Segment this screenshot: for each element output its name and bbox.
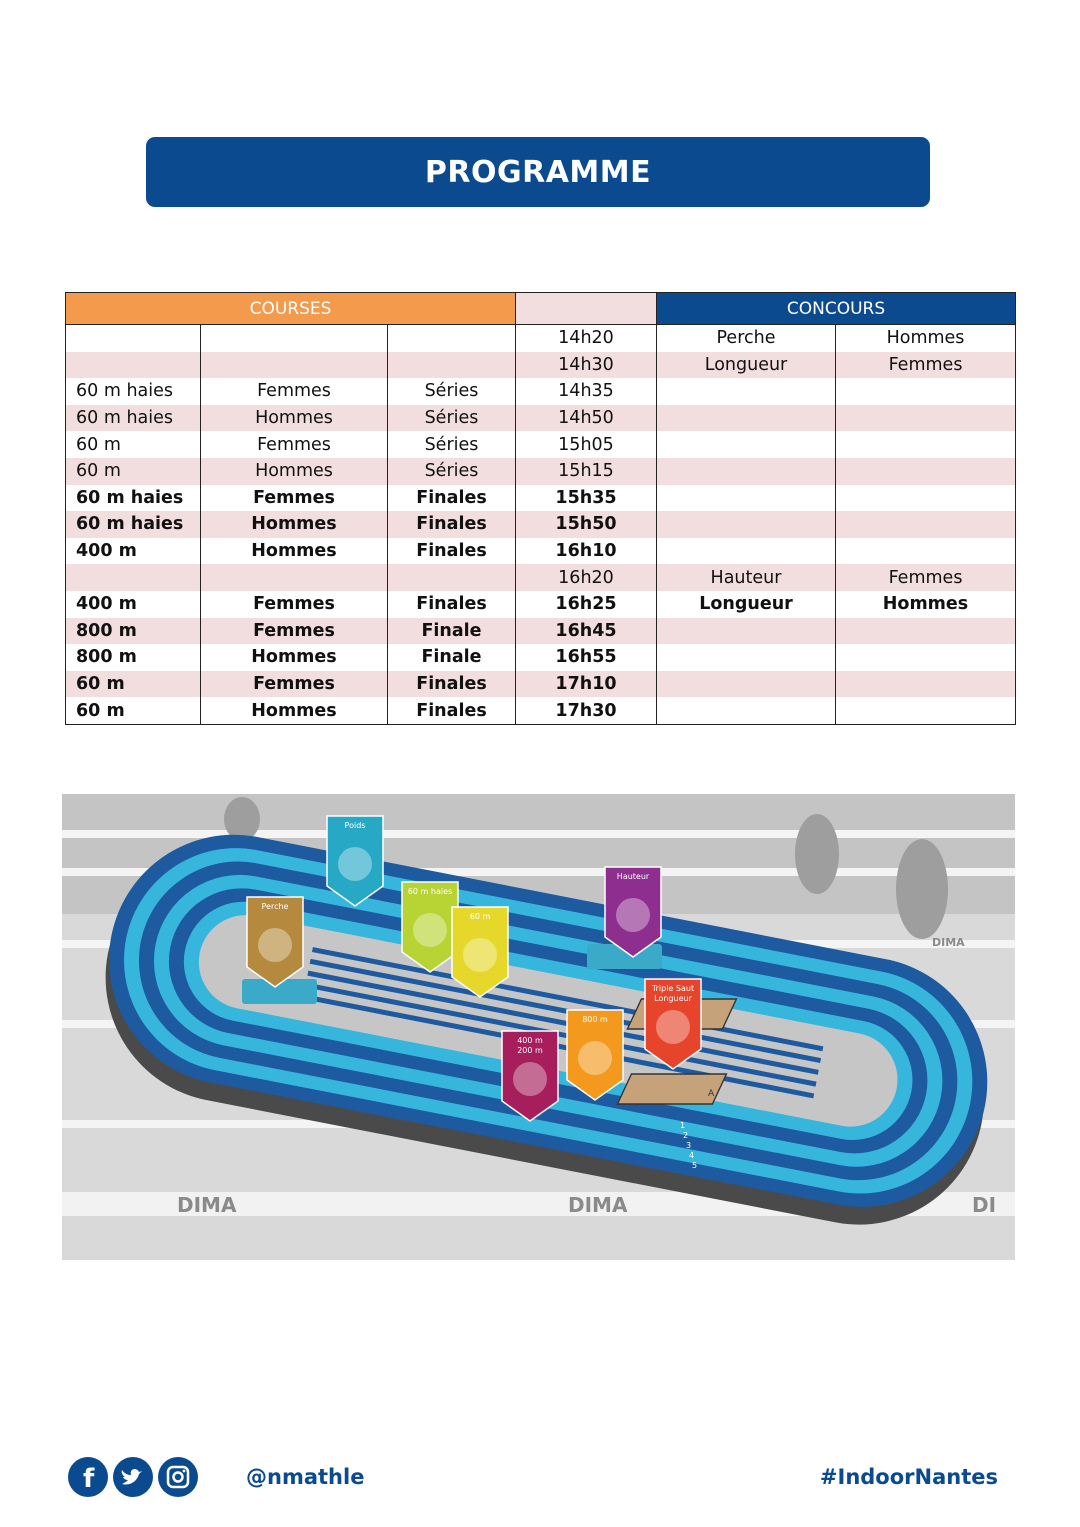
footer xyxy=(0,1455,1080,1505)
concours-header: CONCOURS xyxy=(657,293,1016,325)
row-category: Femmes xyxy=(201,671,388,698)
table-row xyxy=(66,671,1016,698)
twitter-icon[interactable] xyxy=(113,1457,153,1497)
row-category: Hommes xyxy=(201,458,388,485)
row-event: 400 m xyxy=(66,538,201,565)
row-event: 800 m xyxy=(66,644,201,671)
banner-label: 60 m xyxy=(469,912,491,921)
dima-text-2: DIMA xyxy=(568,1193,628,1217)
row-event: 60 m xyxy=(66,697,201,724)
lane-number: 3 xyxy=(686,1141,692,1150)
row-concours-event xyxy=(657,458,836,485)
social-handle[interactable]: @nmathle xyxy=(246,1465,365,1489)
row-event: 60 m haies xyxy=(66,378,201,405)
table-header-row xyxy=(66,293,1016,325)
hashtag[interactable]: #IndoorNantes xyxy=(819,1465,998,1489)
dima-text-1: DIMA xyxy=(177,1193,237,1217)
banner-label: 400 m xyxy=(517,1036,543,1045)
athlete-icon xyxy=(656,1010,690,1044)
row-concours-event xyxy=(657,485,836,512)
table-row xyxy=(66,458,1016,485)
row-category: Femmes xyxy=(201,485,388,512)
row-category: Femmes xyxy=(201,618,388,645)
athlete-icon xyxy=(258,928,292,962)
table-row xyxy=(66,511,1016,538)
row-time: 14h35 xyxy=(516,378,657,405)
event-banner xyxy=(605,867,661,957)
row-concours-category xyxy=(836,431,1016,458)
table-row xyxy=(66,405,1016,432)
row-round: Finales xyxy=(388,671,516,698)
event-banner xyxy=(327,816,383,906)
row-concours-category: Femmes xyxy=(836,352,1016,379)
banner-label-2: 200 m xyxy=(517,1046,543,1055)
banner-label-2: Longueur xyxy=(654,994,692,1003)
row-category: Femmes xyxy=(201,431,388,458)
banner-label: Perche xyxy=(261,902,289,911)
row-time: 15h15 xyxy=(516,458,657,485)
banner-label: Triple Saut xyxy=(651,984,695,993)
row-category xyxy=(201,325,388,352)
row-time: 17h10 xyxy=(516,671,657,698)
row-round xyxy=(388,564,516,591)
row-event: 60 m xyxy=(66,458,201,485)
page-title-text: PROGRAMME xyxy=(424,154,652,190)
row-concours-category xyxy=(836,378,1016,405)
row-time: 15h50 xyxy=(516,511,657,538)
event-banner xyxy=(247,897,303,987)
row-time: 14h20 xyxy=(516,325,657,352)
row-category: Hommes xyxy=(201,405,388,432)
row-time: 16h20 xyxy=(516,564,657,591)
row-time: 16h25 xyxy=(516,591,657,618)
time-header xyxy=(516,293,657,325)
row-round: Séries xyxy=(388,458,516,485)
table-row xyxy=(66,697,1016,724)
row-concours-category: Femmes xyxy=(836,564,1016,591)
row-concours-category xyxy=(836,618,1016,645)
row-concours-category xyxy=(836,671,1016,698)
row-time: 16h55 xyxy=(516,644,657,671)
table-row xyxy=(66,538,1016,565)
row-round: Séries xyxy=(388,378,516,405)
row-concours-category xyxy=(836,511,1016,538)
table-row xyxy=(66,378,1016,405)
banner-label: Hauteur xyxy=(616,872,650,881)
row-round: Séries xyxy=(388,405,516,432)
table-row xyxy=(66,431,1016,458)
row-event xyxy=(66,325,201,352)
row-round: Finales xyxy=(388,538,516,565)
banner-label: 800 m xyxy=(582,1015,608,1024)
row-event: 400 m xyxy=(66,591,201,618)
row-round: Finales xyxy=(388,511,516,538)
facebook-icon[interactable] xyxy=(68,1457,108,1497)
row-concours-category: Hommes xyxy=(836,325,1016,352)
row-concours-category xyxy=(836,538,1016,565)
table-row xyxy=(66,352,1016,379)
row-concours-event: Longueur xyxy=(657,591,836,618)
row-round: Séries xyxy=(388,431,516,458)
instagram-icon[interactable] xyxy=(158,1457,198,1497)
table-row xyxy=(66,564,1016,591)
row-concours-event xyxy=(657,405,836,432)
row-category xyxy=(201,352,388,379)
table-row xyxy=(66,618,1016,645)
event-banner xyxy=(452,907,508,997)
row-category: Hommes xyxy=(201,538,388,565)
row-round: Finales xyxy=(388,697,516,724)
row-category: Femmes xyxy=(201,378,388,405)
row-round: Finales xyxy=(388,485,516,512)
dima-text-3: DI xyxy=(972,1193,997,1217)
athlete-icon xyxy=(338,847,372,881)
row-event xyxy=(66,352,201,379)
row-category: Hommes xyxy=(201,644,388,671)
row-event: 60 m haies xyxy=(66,485,201,512)
banner-label: Poids xyxy=(344,821,366,830)
row-concours-event xyxy=(657,378,836,405)
row-time: 16h10 xyxy=(516,538,657,565)
row-concours-event: Hauteur xyxy=(657,564,836,591)
row-category: Hommes xyxy=(201,511,388,538)
row-concours-event: Perche xyxy=(657,325,836,352)
row-time: 15h35 xyxy=(516,485,657,512)
row-concours-event xyxy=(657,697,836,724)
row-concours-event xyxy=(657,511,836,538)
event-banner xyxy=(502,1031,558,1121)
pit-label: A xyxy=(708,1089,715,1099)
lane-number: 1 xyxy=(680,1121,686,1130)
row-event: 800 m xyxy=(66,618,201,645)
dima-text-4: DIMA xyxy=(932,936,965,949)
lane-number: 2 xyxy=(683,1131,689,1140)
lane-number: 4 xyxy=(689,1151,695,1160)
table-row xyxy=(66,644,1016,671)
row-time: 14h50 xyxy=(516,405,657,432)
row-concours-event xyxy=(657,538,836,565)
row-time: 16h45 xyxy=(516,618,657,645)
row-round: Finale xyxy=(388,644,516,671)
table-row xyxy=(66,325,1016,352)
row-event: 60 m xyxy=(66,431,201,458)
row-category: Hommes xyxy=(201,697,388,724)
row-time: 15h05 xyxy=(516,431,657,458)
row-event: 60 m xyxy=(66,671,201,698)
row-time: 14h30 xyxy=(516,352,657,379)
row-round: Finale xyxy=(388,618,516,645)
track-map xyxy=(62,794,1015,1260)
athlete-icon xyxy=(463,938,497,972)
courses-header: COURSES xyxy=(66,293,516,325)
row-time: 17h30 xyxy=(516,697,657,724)
athlete-icon xyxy=(578,1041,612,1075)
row-event: 60 m haies xyxy=(66,405,201,432)
row-concours-event xyxy=(657,431,836,458)
row-concours-event xyxy=(657,644,836,671)
row-concours-event xyxy=(657,618,836,645)
row-round xyxy=(388,325,516,352)
row-concours-category xyxy=(836,405,1016,432)
banner-label: 60 m haies xyxy=(407,887,453,896)
row-round: Finales xyxy=(388,591,516,618)
athlete-icon xyxy=(616,898,650,932)
row-round xyxy=(388,352,516,379)
row-category: Femmes xyxy=(201,591,388,618)
athlete-icon xyxy=(513,1062,547,1096)
row-event: 60 m haies xyxy=(66,511,201,538)
row-concours-category: Hommes xyxy=(836,591,1016,618)
svg-text:f: f xyxy=(83,1464,95,1494)
event-banner xyxy=(402,882,458,972)
page-title xyxy=(146,137,930,207)
row-concours-event xyxy=(657,671,836,698)
row-concours-category xyxy=(836,458,1016,485)
row-concours-category xyxy=(836,697,1016,724)
row-concours-category xyxy=(836,644,1016,671)
programme-table xyxy=(65,292,1016,725)
table-row xyxy=(66,485,1016,512)
table-row xyxy=(66,591,1016,618)
row-concours-event: Longueur xyxy=(657,352,836,379)
event-banner xyxy=(567,1010,623,1100)
event-banner xyxy=(645,979,701,1069)
row-event xyxy=(66,564,201,591)
athlete-icon xyxy=(413,913,447,947)
row-category xyxy=(201,564,388,591)
lane-number: 5 xyxy=(692,1161,698,1170)
row-concours-category xyxy=(836,485,1016,512)
